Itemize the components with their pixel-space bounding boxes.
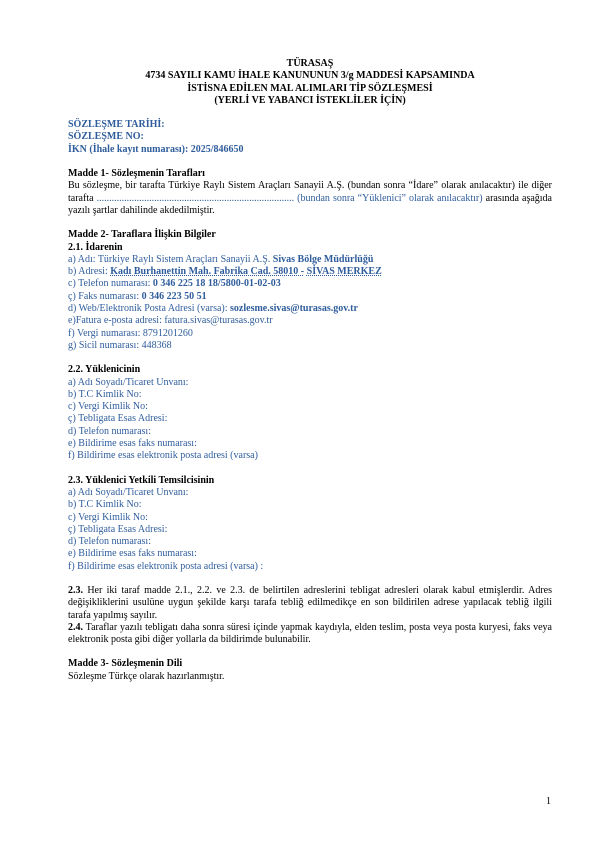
page-number: 1 [546, 796, 551, 807]
list-item: a) Adı Soyadı/Ticaret Unvanı: [68, 486, 189, 498]
madde3-title: Madde 3- Sözleşmenin Dili [68, 658, 183, 670]
list-item: ç) Tebligata Esas Adresi: [68, 413, 168, 425]
header-subtitle-3: (YERLİ VE YABANCI İSTEKLİLER İÇİN) [214, 94, 406, 106]
header-subtitle-1: 4734 SAYILI KAMU İHALE KANUNUNUN 3/g MADDESİ KAPSAMINDA [145, 70, 475, 82]
idare-fax: ç) Faks numarası: 0 346 223 50 51 [68, 290, 207, 302]
madde2-title: Madde 2- Taraflara İlişkin Bilgiler [68, 229, 216, 241]
yuklenici-section-title: 2.2. Yüklenicinin [68, 364, 141, 376]
temsilci-section-title: 2.3. Yüklenici Yetkili Temsilcisinin [68, 474, 215, 486]
header-title: TÜRASAŞ [286, 58, 334, 69]
contractor-name-blank: ............................................................................... [96, 192, 295, 204]
contract-date-label: SÖZLEŞME TARİHİ: [68, 119, 165, 131]
madde3-text: Sözleşme Türkçe olarak hazırlanmıştır. [68, 670, 225, 682]
list-item: c) Vergi Kimlik No: [68, 401, 148, 413]
list-item: d) Telefon numarası: [68, 425, 151, 437]
list-item: f) Bildirime esas elektronik posta adresi (varsa) [68, 450, 258, 462]
idare-tax-number: f) Vergi numarası: 8791201260 [68, 327, 193, 339]
header-subtitle-2: İSTİSNA EDİLEN MAL ALIMLARI TİP SÖZLEŞMESİ [187, 82, 433, 94]
list-item: e) Bildirime esas faks numarası: [68, 438, 197, 450]
idare-address: b) Adresi: Kadı Burhanettin Mah. Fabrika Cad. 58010 - SİVAS MERKEZ [68, 266, 382, 278]
document-page [68, 58, 552, 683]
idare-phone: c) Telefon numarası: 0 346 225 18 18/5800-01-02-03 [68, 278, 281, 290]
ikn-label: İKN (İhale kayıt numarası): 2025/846650 [68, 143, 244, 155]
idare-email: d) Web/Elektronik Posta Adresi (varsa): sozlesme.sivas@turasas.gov.tr [68, 303, 358, 315]
list-item: d) Telefon numarası: [68, 536, 151, 548]
madde1-text: Bu sözleşme, bir tarafta Türkiye Raylı Sistem Araçları Sanayii A.Ş. (bundan sonra “İdare” olarak anılacaktır) ile diğer tarafta ............................................................................... (bundan sonra “Yüklenici” olarak anılacaktır) arasında aşağıda yazılı şartlar dahilinde akdedilmiştir. [68, 180, 552, 216]
idare-invoice-email: e)Fatura e-posta adresi: fatura.sivas@turasas.gov.tr [68, 315, 273, 327]
list-item: ç) Tebligata Esas Adresi: [68, 523, 168, 535]
list-item: f) Bildirime esas elektronik posta adresi (varsa) : [68, 560, 264, 572]
list-item: b) T.C Kimlik No: [68, 499, 142, 511]
paragraph-2-4: 2.4. Taraflar yazılı tebligatı daha sonra süresi içinde yapmak kaydıyla, elden teslim, posta veya posta kuryesi, faks veya elektronik posta gibi diğer yollarla da bildirimde bulunabilir. [68, 621, 552, 646]
list-item: a) Adı Soyadı/Ticaret Unvanı: [68, 376, 189, 388]
contract-no-label: SÖZLEŞME NO: [68, 131, 144, 143]
idare-section-title: 2.1. İdarenin [68, 241, 123, 253]
madde1-title: Madde 1- Sözleşmenin Tarafları [68, 168, 205, 180]
idare-registry-number: g) Sicil numarası: 448368 [68, 339, 172, 351]
idare-name: a) Adı: Türkiye Raylı Sistem Araçları Sanayii A.Ş. Sivas Bölge Müdürlüğü [68, 253, 374, 265]
list-item: b) T.C Kimlik No: [68, 388, 142, 400]
list-item: e) Bildirime esas faks numarası: [68, 548, 197, 560]
list-item: c) Vergi Kimlik No: [68, 511, 148, 523]
paragraph-2-3: 2.3. Her iki taraf madde 2.1., 2.2. ve 2.3. de belirtilen adreslerini tebligat adresleri olarak kabul etmişlerdir. Adres değişikliklerini usulüne uygun şekilde karşı tarafa tebliğ edilmedikçe en son bildirilen adrese yapılacak tebliğ ilgili tarafa yapılmış sayılır. [68, 584, 552, 621]
